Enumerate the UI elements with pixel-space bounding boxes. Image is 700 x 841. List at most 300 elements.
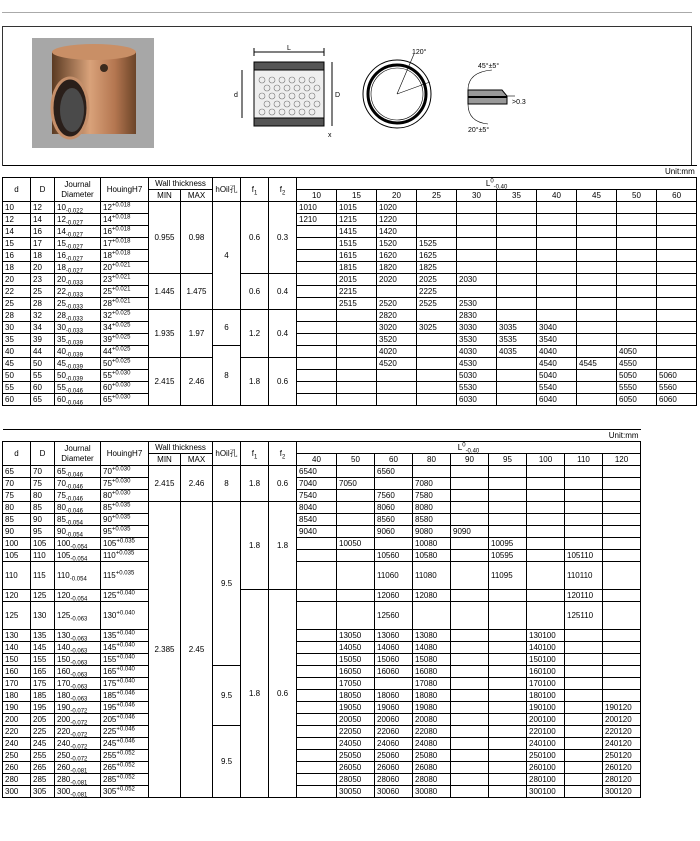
cell-journal-value: 85 bbox=[57, 514, 66, 524]
cell-length: 11060 bbox=[375, 562, 413, 590]
cell-length bbox=[451, 502, 489, 514]
cell-D: 225 bbox=[31, 726, 55, 738]
cell-length bbox=[297, 590, 337, 602]
cell-length bbox=[297, 714, 337, 726]
cell-housing-value: 185 bbox=[103, 690, 117, 700]
cell-length bbox=[497, 382, 537, 394]
cell-length bbox=[451, 714, 489, 726]
cell-length bbox=[337, 590, 375, 602]
cell-length bbox=[657, 286, 697, 298]
cell-length bbox=[565, 654, 603, 666]
cell-length: 20060 bbox=[375, 714, 413, 726]
cell-length bbox=[603, 466, 641, 478]
cell-length bbox=[489, 762, 527, 774]
cell-housing-tolerance: +0.021 bbox=[111, 297, 131, 304]
cell-length: 4540 bbox=[537, 358, 577, 370]
cell-housing bbox=[101, 286, 149, 298]
cell-length: 280100 bbox=[527, 774, 565, 786]
cell-f2: 0.6 bbox=[269, 358, 297, 406]
col-f2 bbox=[269, 178, 297, 202]
col-d: d bbox=[3, 442, 31, 466]
cell-length: 110110 bbox=[565, 562, 603, 590]
cell-housing bbox=[101, 334, 149, 346]
cell-d: 12 bbox=[3, 214, 31, 226]
cell-housing-value: 85 bbox=[103, 502, 112, 512]
f1-sub: 1 bbox=[253, 190, 258, 197]
table-row bbox=[3, 466, 641, 478]
cell-length bbox=[527, 466, 565, 478]
cell-length: 2020 bbox=[377, 274, 417, 286]
cell-length bbox=[565, 702, 603, 714]
cell-length bbox=[489, 630, 527, 642]
cell-length bbox=[297, 774, 337, 786]
cell-housing-tolerance: +0.040 bbox=[116, 589, 135, 596]
col-min: MIN bbox=[149, 454, 181, 466]
table-row bbox=[3, 262, 697, 274]
cell-journal-value: 150 bbox=[57, 654, 71, 664]
cell-length: 25060 bbox=[375, 750, 413, 762]
cell-length: 1420 bbox=[377, 226, 417, 238]
cell-length bbox=[577, 394, 617, 406]
cell-housing bbox=[101, 370, 149, 382]
cell-d: 35 bbox=[3, 334, 31, 346]
cell-housing-tolerance: +0.052 bbox=[116, 785, 135, 792]
cell-length bbox=[297, 286, 337, 298]
table-row bbox=[3, 322, 697, 334]
cell-length bbox=[451, 678, 489, 690]
cell-length bbox=[577, 274, 617, 286]
cell-d: 80 bbox=[3, 502, 31, 514]
cell-length bbox=[527, 502, 565, 514]
cell-length: 7050 bbox=[337, 478, 375, 490]
cell-length: 8580 bbox=[413, 514, 451, 526]
cell-journal-value: 140 bbox=[57, 642, 71, 652]
cell-length: 6060 bbox=[657, 394, 697, 406]
cell-wall-min: 2.415 bbox=[149, 358, 181, 406]
cell-length bbox=[337, 310, 377, 322]
cell-length bbox=[417, 334, 457, 346]
cell-length bbox=[603, 502, 641, 514]
cell-length: 15050 bbox=[337, 654, 375, 666]
cell-length: 1515 bbox=[337, 238, 377, 250]
cell-D: 185 bbox=[31, 690, 55, 702]
col-D: D bbox=[31, 442, 55, 466]
cell-housing-value: 255 bbox=[103, 750, 117, 760]
cell-housing-value: 245 bbox=[103, 738, 117, 748]
table-row bbox=[3, 762, 641, 774]
cell-journal-tolerance: -0.046 bbox=[65, 484, 83, 490]
cell-length bbox=[337, 514, 375, 526]
cell-D: 39 bbox=[31, 334, 55, 346]
cell-length bbox=[451, 630, 489, 642]
cell-length bbox=[297, 762, 337, 774]
length-col-header: 45 bbox=[577, 190, 617, 202]
cell-d: 170 bbox=[3, 678, 31, 690]
cell-length bbox=[577, 214, 617, 226]
cell-housing bbox=[101, 322, 149, 334]
table-row bbox=[3, 630, 641, 642]
cell-journal-value: 14 bbox=[57, 226, 66, 236]
cell-D: 32 bbox=[31, 310, 55, 322]
cell-wall-min: 1.445 bbox=[149, 274, 181, 310]
cell-housing bbox=[101, 654, 149, 666]
cell-length: 18080 bbox=[413, 690, 451, 702]
cell-housing bbox=[101, 602, 149, 630]
cell-journal bbox=[55, 298, 101, 310]
cell-length bbox=[565, 642, 603, 654]
cell-length bbox=[489, 642, 527, 654]
cell-length bbox=[489, 502, 527, 514]
cell-housing-tolerance: +0.025 bbox=[111, 345, 131, 352]
cell-length bbox=[451, 538, 489, 550]
cell-length: 5530 bbox=[457, 382, 497, 394]
cell-d: 75 bbox=[3, 490, 31, 502]
cell-journal-value: 125 bbox=[57, 610, 71, 620]
bushing-technical-drawing bbox=[232, 42, 552, 142]
cell-journal-tolerance: -0.033 bbox=[65, 316, 83, 322]
table-1-body bbox=[3, 202, 697, 406]
cell-d: 30 bbox=[3, 322, 31, 334]
cell-journal bbox=[55, 538, 101, 550]
cell-housing-tolerance: +0.040 bbox=[116, 653, 135, 660]
length-col-header: 15 bbox=[337, 190, 377, 202]
cell-D: 17 bbox=[31, 238, 55, 250]
cell-housing bbox=[101, 250, 149, 262]
cell-housing-tolerance: +0.035 bbox=[115, 549, 135, 556]
cell-length: 17080 bbox=[413, 678, 451, 690]
cell-f2: 0.4 bbox=[269, 310, 297, 358]
cell-D: 135 bbox=[31, 630, 55, 642]
col-f2 bbox=[269, 442, 297, 466]
cell-length: 2225 bbox=[417, 286, 457, 298]
cell-housing-value: 130 bbox=[103, 610, 117, 620]
cell-housing-tolerance: +0.018 bbox=[111, 201, 131, 208]
cell-journal-tolerance: -0.081 bbox=[70, 768, 88, 774]
cell-length bbox=[657, 298, 697, 310]
cell-length: 3535 bbox=[497, 334, 537, 346]
unit-row bbox=[3, 166, 697, 178]
cell-length: 9060 bbox=[375, 526, 413, 538]
cell-length: 3040 bbox=[537, 322, 577, 334]
cell-length bbox=[527, 526, 565, 538]
cell-length bbox=[657, 322, 697, 334]
cell-length bbox=[527, 602, 565, 630]
cell-housing bbox=[101, 726, 149, 738]
cell-housing-tolerance: +0.046 bbox=[116, 701, 135, 708]
cell-d: 140 bbox=[3, 642, 31, 654]
cell-length bbox=[497, 202, 537, 214]
cell-d: 120 bbox=[3, 590, 31, 602]
cell-wall-min: 1.935 bbox=[149, 310, 181, 358]
cell-housing-tolerance: +0.046 bbox=[116, 725, 135, 732]
table-row bbox=[3, 642, 641, 654]
cell-D: 14 bbox=[31, 214, 55, 226]
cell-length: 3540 bbox=[537, 334, 577, 346]
cell-length bbox=[603, 642, 641, 654]
cell-journal bbox=[55, 286, 101, 298]
cell-journal-value: 180 bbox=[57, 690, 71, 700]
cell-journal-value: 40 bbox=[57, 346, 66, 356]
cell-length: 2015 bbox=[337, 274, 377, 286]
cell-housing-value: 17 bbox=[103, 238, 112, 248]
cell-journal-tolerance: -0.063 bbox=[70, 660, 88, 666]
cell-housing-tolerance: +0.052 bbox=[116, 761, 135, 768]
cell-length: 240120 bbox=[603, 738, 641, 750]
cell-length bbox=[497, 370, 537, 382]
side-view bbox=[242, 48, 332, 126]
cell-length bbox=[297, 642, 337, 654]
cell-housing-value: 145 bbox=[103, 642, 117, 652]
label-45deg: 45°±5° bbox=[478, 63, 500, 70]
cell-housing bbox=[101, 298, 149, 310]
cell-d: 150 bbox=[3, 654, 31, 666]
cell-journal bbox=[55, 202, 101, 214]
cell-length: 10595 bbox=[489, 550, 527, 562]
cell-wall-max: 0.98 bbox=[181, 202, 213, 274]
cell-length: 26080 bbox=[413, 762, 451, 774]
cell-length bbox=[657, 214, 697, 226]
cell-length bbox=[297, 750, 337, 762]
table-row bbox=[3, 382, 697, 394]
cell-length bbox=[527, 478, 565, 490]
cell-journal-tolerance: -0.072 bbox=[70, 720, 88, 726]
cell-length bbox=[413, 602, 451, 630]
cell-housing-value: 34 bbox=[103, 322, 112, 332]
cell-journal-tolerance: -0.072 bbox=[70, 708, 88, 714]
cell-length bbox=[565, 526, 603, 538]
cell-length: 6050 bbox=[617, 394, 657, 406]
length-col-header: 10 bbox=[297, 190, 337, 202]
cell-housing bbox=[101, 762, 149, 774]
cell-journal-tolerance: -0.063 bbox=[70, 696, 88, 702]
cell-length: 15060 bbox=[375, 654, 413, 666]
cell-length: 160100 bbox=[527, 666, 565, 678]
cell-D: 115 bbox=[31, 562, 55, 590]
cell-d: 85 bbox=[3, 514, 31, 526]
cell-housing bbox=[101, 466, 149, 478]
cell-journal bbox=[55, 502, 101, 514]
col-min: MIN bbox=[149, 190, 181, 202]
cell-length bbox=[603, 602, 641, 630]
length-col-header: 95 bbox=[489, 454, 527, 466]
cell-length bbox=[565, 786, 603, 798]
cell-length: 4545 bbox=[577, 358, 617, 370]
cell-length bbox=[537, 214, 577, 226]
cell-length bbox=[297, 346, 337, 358]
cell-hoil: 9.5 bbox=[213, 666, 241, 726]
cell-D: 255 bbox=[31, 750, 55, 762]
length-sub: -0.40 bbox=[465, 448, 480, 454]
cell-length: 7080 bbox=[413, 478, 451, 490]
cell-journal bbox=[55, 602, 101, 630]
cell-journal bbox=[55, 346, 101, 358]
cell-journal bbox=[55, 478, 101, 490]
cell-journal-tolerance: -0.027 bbox=[65, 220, 83, 226]
cell-housing-value: 18 bbox=[103, 250, 112, 260]
cell-f1: 0.6 bbox=[241, 202, 269, 274]
cell-length: 170100 bbox=[527, 678, 565, 690]
cell-journal-tolerance: -0.039 bbox=[65, 376, 83, 382]
cell-length bbox=[497, 238, 537, 250]
cell-journal bbox=[55, 726, 101, 738]
cell-hoil: 8 bbox=[213, 466, 241, 502]
cell-d: 160 bbox=[3, 666, 31, 678]
cell-journal-tolerance: -0.063 bbox=[70, 636, 88, 642]
bushing-photo bbox=[32, 38, 154, 148]
cell-length bbox=[417, 346, 457, 358]
cell-length bbox=[297, 394, 337, 406]
cell-housing-value: 25 bbox=[103, 286, 112, 296]
cell-f2: 0.4 bbox=[269, 274, 297, 310]
label-120: 120° bbox=[412, 49, 427, 56]
cell-length bbox=[451, 738, 489, 750]
cell-length bbox=[451, 562, 489, 590]
f1-label: f bbox=[251, 184, 254, 194]
cell-length: 5040 bbox=[537, 370, 577, 382]
cell-journal-value: 300 bbox=[57, 786, 71, 796]
cell-journal-tolerance: -0.054 bbox=[65, 532, 83, 538]
label-20deg: 20°±5° bbox=[468, 127, 490, 134]
cell-hoil: 9.5 bbox=[213, 726, 241, 798]
cell-housing-value: 16 bbox=[103, 226, 112, 236]
cell-length bbox=[603, 478, 641, 490]
cell-length: 1210 bbox=[297, 214, 337, 226]
cell-length: 5560 bbox=[657, 382, 697, 394]
cell-housing-value: 80 bbox=[103, 490, 112, 500]
cell-length bbox=[417, 310, 457, 322]
cell-housing bbox=[101, 590, 149, 602]
cell-D: 12 bbox=[31, 202, 55, 214]
cell-housing-value: 175 bbox=[103, 678, 117, 688]
cell-length bbox=[337, 322, 377, 334]
cell-housing bbox=[101, 490, 149, 502]
cell-journal bbox=[55, 358, 101, 370]
col-hoil: hOil孔 bbox=[213, 442, 241, 466]
cell-length: 2215 bbox=[337, 286, 377, 298]
cell-length: 280120 bbox=[603, 774, 641, 786]
cell-housing-value: 32 bbox=[103, 310, 112, 320]
cell-length: 20050 bbox=[337, 714, 375, 726]
cell-f1: 1.8 bbox=[241, 466, 269, 502]
cell-length bbox=[657, 310, 697, 322]
cell-length bbox=[577, 286, 617, 298]
f1-label: f bbox=[251, 448, 254, 458]
cell-length bbox=[565, 538, 603, 550]
cell-housing-tolerance: +0.025 bbox=[111, 321, 131, 328]
table-row bbox=[3, 726, 641, 738]
cell-length: 16060 bbox=[375, 666, 413, 678]
cell-length bbox=[577, 250, 617, 262]
table-row bbox=[3, 550, 641, 562]
cell-length bbox=[337, 394, 377, 406]
length-col-header: 25 bbox=[417, 190, 457, 202]
cell-length bbox=[527, 538, 565, 550]
table-row bbox=[3, 502, 641, 514]
table-row bbox=[3, 590, 641, 602]
cell-length bbox=[577, 298, 617, 310]
cell-length: 200100 bbox=[527, 714, 565, 726]
cell-journal bbox=[55, 526, 101, 538]
cell-length bbox=[489, 678, 527, 690]
cell-journal-tolerance: -0.033 bbox=[65, 292, 83, 298]
cell-length bbox=[617, 262, 657, 274]
cell-length bbox=[337, 346, 377, 358]
cell-length: 3020 bbox=[377, 322, 417, 334]
cell-length: 30060 bbox=[375, 786, 413, 798]
cell-housing-tolerance: +0.018 bbox=[111, 213, 131, 220]
cell-housing-value: 105 bbox=[103, 538, 117, 548]
cell-length: 4035 bbox=[497, 346, 537, 358]
cell-length bbox=[451, 478, 489, 490]
cell-length bbox=[337, 382, 377, 394]
cell-f2: 0.6 bbox=[269, 590, 297, 798]
cell-length bbox=[489, 774, 527, 786]
cell-length bbox=[577, 262, 617, 274]
cell-length: 30050 bbox=[337, 786, 375, 798]
cell-length bbox=[451, 666, 489, 678]
cell-journal-tolerance: -0.033 bbox=[65, 280, 83, 286]
cell-housing bbox=[101, 538, 149, 550]
cell-length bbox=[297, 274, 337, 286]
cell-length bbox=[337, 358, 377, 370]
cell-length bbox=[537, 298, 577, 310]
cell-length: 1825 bbox=[417, 262, 457, 274]
cell-D: 245 bbox=[31, 738, 55, 750]
cell-length: 7040 bbox=[297, 478, 337, 490]
cell-length bbox=[375, 478, 413, 490]
cell-length: 14080 bbox=[413, 642, 451, 654]
cell-journal bbox=[55, 750, 101, 762]
cell-length bbox=[565, 514, 603, 526]
cell-housing-tolerance: +0.030 bbox=[111, 381, 131, 388]
cell-housing-tolerance: +0.018 bbox=[111, 249, 131, 256]
cell-housing-tolerance: +0.030 bbox=[111, 369, 131, 376]
cell-journal bbox=[55, 702, 101, 714]
cell-housing bbox=[101, 382, 149, 394]
length-col-header: 60 bbox=[657, 190, 697, 202]
cell-journal-value: 160 bbox=[57, 666, 71, 676]
cell-length bbox=[617, 286, 657, 298]
cell-length: 15080 bbox=[413, 654, 451, 666]
cell-housing bbox=[101, 550, 149, 562]
cell-journal-value: 130 bbox=[57, 630, 71, 640]
cell-length bbox=[603, 526, 641, 538]
cell-length: 220120 bbox=[603, 726, 641, 738]
cell-housing-tolerance: +0.025 bbox=[111, 333, 131, 340]
cell-housing-value: 14 bbox=[103, 214, 112, 224]
cell-D: 18 bbox=[31, 250, 55, 262]
cell-journal-tolerance: -0.027 bbox=[65, 256, 83, 262]
cell-housing bbox=[101, 714, 149, 726]
cell-housing-value: 39 bbox=[103, 334, 112, 344]
cell-housing-tolerance: +0.046 bbox=[116, 713, 135, 720]
table-row bbox=[3, 238, 697, 250]
cell-length bbox=[617, 274, 657, 286]
cell-D: 175 bbox=[31, 678, 55, 690]
cell-journal-value: 10 bbox=[57, 202, 66, 212]
cell-D: 90 bbox=[31, 514, 55, 526]
cell-length: 1015 bbox=[337, 202, 377, 214]
cell-D: 145 bbox=[31, 642, 55, 654]
cell-journal-value: 110 bbox=[57, 570, 70, 580]
cell-length bbox=[489, 666, 527, 678]
cell-length: 105110 bbox=[565, 550, 603, 562]
cell-journal bbox=[55, 394, 101, 406]
cell-journal bbox=[55, 334, 101, 346]
cell-length bbox=[297, 690, 337, 702]
cell-housing-tolerance: +0.040 bbox=[116, 641, 135, 648]
cell-wall-max: 1.475 bbox=[181, 274, 213, 310]
